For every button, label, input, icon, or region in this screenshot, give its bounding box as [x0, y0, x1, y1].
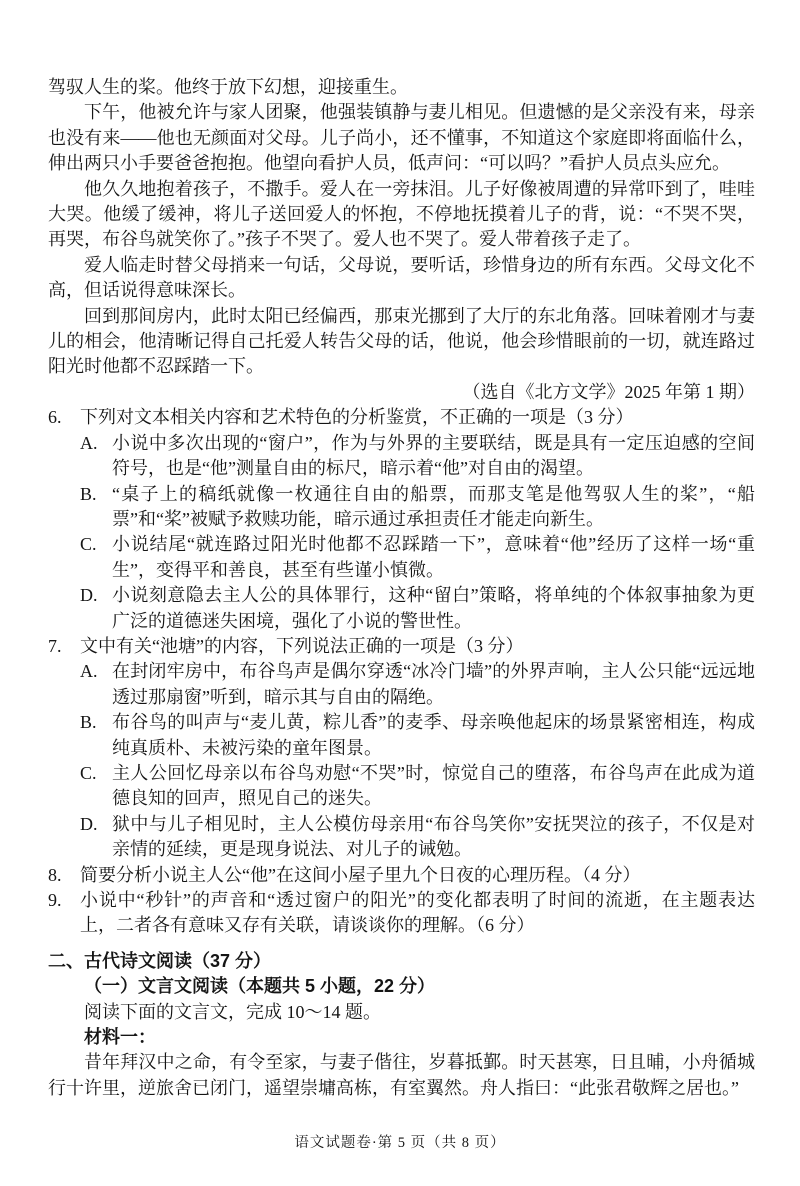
material-one-label: 材料一：: [84, 1027, 156, 1048]
section-two-instruction: 阅读下面的文言文，完成 10～14 题。: [84, 1001, 381, 1022]
option-label: C.: [80, 762, 97, 783]
passage-paragraph: 驾驭人生的桨。他终于放下幻想，迎接重生。: [48, 77, 408, 97]
question-7: [48, 634, 755, 863]
question-8: [48, 863, 755, 888]
option-label: A.: [80, 661, 98, 682]
question-6-number: 6.: [48, 407, 62, 428]
material-one-text: 昔年拜汉中之命，有令至家，与妻子偕往，岁暮抵鄞。时天甚寒，日且晡，小舟循城行十许里，逆旅舍已闭门，遥望崇墉高栋，有室翼然。舟人指曰：“此张君敬辉之居也。”: [48, 1052, 755, 1098]
option-label: B.: [80, 712, 97, 733]
section-two-title: 二、古代诗文阅读（37 分）: [48, 950, 272, 971]
passage-paragraph: 爱人临走时替父母捎来一句话，父母说，要听话，珍惜身边的所有东西。父母文化不高，但话说得意味深长。: [48, 254, 755, 301]
option-label: D.: [80, 813, 98, 834]
passage-paragraph: 回到那间房内，此时太阳已经偏西，那束光挪到了大厅的东北角落。回味着刚才与妻儿的相会，他清晰记得自己托爱人转告父母的话，他说，他会珍惜眼前的一切，就连路过阳光时他都不忍踩踏一下。: [48, 305, 755, 377]
passage-paragraph: 他久久地抱着孩子，不撒手。爱人在一旁抹泪。儿子好像被周遭的异常吓到了，哇哇大哭。他缓了缓神，将儿子送回爱人的怀抱，不停地抚摸着儿子的背，说：“不哭不哭，再哭，布谷鸟就笑你了。”孩子不哭了。爱人也不哭了。爱人带着孩子走了。: [48, 178, 755, 250]
question-8-stem: 简要分析小说主人公“他”在这间小屋子里九个日夜的心理历程。（4 分）: [80, 864, 641, 885]
option-label: B.: [80, 483, 97, 504]
page-footer: 语文试题卷·第 5 页（共 8 页）: [294, 1134, 506, 1151]
option-label: C.: [80, 534, 97, 555]
question-7-option-c: [80, 761, 755, 812]
question-6-option-a: [80, 431, 755, 482]
option-label: A.: [80, 432, 98, 453]
option-text: 小说结尾“就连路过阳光时他都不忍踩踏一下”，意味着“他”经历了这样一场“重生”，变得平和善良，甚至有些谨小慎微。: [112, 534, 755, 580]
question-7-option-b: [80, 710, 755, 761]
question-6-stem: 下列对文本相关内容和艺术特色的分析鉴赏，不正确的一项是（3 分）: [80, 407, 634, 428]
question-7-number: 7.: [48, 635, 62, 656]
reading-passage: [48, 75, 755, 405]
option-text: 小说中多次出现的“窗户”，作为与外界的主要联结，既是具有一定压迫感的空间符号，也是“他”测量自由的标尺，暗示着“他”对自由的渴望。: [112, 432, 755, 479]
option-text: 小说刻意隐去主人公的具体罪行，这种“留白”策略，将单纯的个体叙事抽象为更广泛的道德迷失困境，强化了小说的警世性。: [112, 585, 755, 631]
passage-source-attribution: （选自《北方文学》2025 年第 1 期）: [462, 381, 755, 402]
passage-paragraph: 下午，他被允许与家人团聚，他强装镇静与妻儿相见。但遗憾的是父亲没有来，母亲也没有来——他也无颜面对父母。儿子尚小，还不懂事，不知道这个家庭即将面临什么，伸出两只小手要爸爸抱抱。他望向看护人员，低声问：“可以吗？”看护人员点头应允。: [48, 102, 755, 174]
question-7-option-a: [80, 659, 755, 710]
option-text: 主人公回忆母亲以布谷鸟劝慰“不哭”时，惊觉自己的堕落，布谷鸟声在此成为道德良知的回声，照见自己的迷失。: [112, 762, 755, 809]
question-6: [48, 405, 755, 634]
option-text: 在封闭牢房中，布谷鸟声是偶尔穿透“冰冷门墙”的外界声响，主人公只能“远远地透过那扇窗”听到，暗示其与自由的隔绝。: [112, 661, 755, 707]
section-two-subtitle: （一）文言文阅读（本题共 5 小题，22 分）: [84, 976, 436, 997]
option-text: 布谷鸟的叫声与“麦儿黄，粽儿香”的麦季、母亲唤他起床的场景紧密相连，构成纯真质朴、未被污染的童年图景。: [112, 712, 755, 758]
question-9: [48, 888, 755, 939]
option-text: “桌子上的稿纸就像一枚通往自由的船票，而那支笔是他驾驭人生的桨”，“船票”和“桨”被赋予救赎功能，暗示通过承担责任才能走向新生。: [112, 483, 755, 529]
question-7-option-d: [80, 812, 755, 863]
question-7-stem: 文中有关“池塘”的内容，下列说法正确的一项是（3 分）: [80, 635, 524, 656]
question-6-option-b: [80, 482, 755, 533]
option-label: D.: [80, 585, 98, 606]
question-6-option-c: [80, 532, 755, 583]
question-9-number: 9.: [48, 890, 62, 910]
option-text: 狱中与儿子相见时，主人公模仿母亲用“布谷鸟笑你”安抚哭泣的孩子，不仅是对亲情的延续，更是现身说法、对儿子的诫勉。: [112, 813, 755, 860]
question-8-number: 8.: [48, 864, 62, 885]
question-6-option-d: [80, 583, 755, 634]
question-9-stem: 小说中“秒针”的声音和“透过窗户的阳光”的变化都表明了时间的流逝，在主题表达上，二者各有意味又存有关联，请谈谈你的理解。（6 分）: [80, 890, 755, 936]
section-two: [48, 949, 755, 1101]
